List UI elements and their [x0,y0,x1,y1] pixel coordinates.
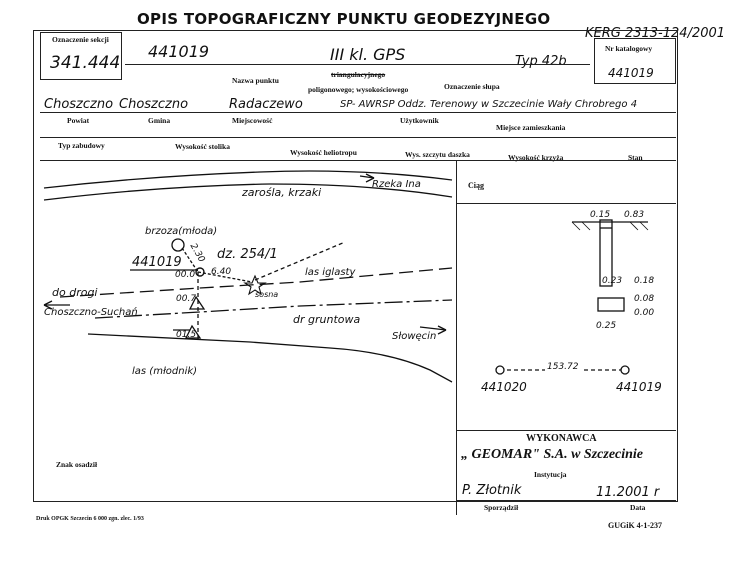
surveyor-name: P. Złotnik [462,483,522,498]
contractor-name: „ GEOMAR" S.A. w Szczecinie [461,447,644,462]
point-name-label: Nazwa punktu [232,76,279,85]
rzeka-text: Rzeka Ina [372,179,421,190]
plot-number: dz. 254/1 [217,247,278,262]
catalog-value: 441019 [608,66,654,80]
ciag-point-right [621,366,629,374]
zamieszkanie-label: Miejsce zamieszkania [496,123,566,132]
ciag-point-1: 441020 [481,380,527,394]
surveyor-label: Sporządził [484,503,519,512]
wys-heliotropu-label: Wysokość heliotropu [290,148,357,157]
ciag-distance: 153.72 [547,362,579,372]
footer-left: Druk OPGK Szczecin 6 000 zgn. zlec. 1/93 [36,516,144,522]
znak-osadzil-label: Znak osadził [56,460,98,469]
ciag-018: 0.18 [634,276,655,286]
gmina-label: Gmina [148,116,171,125]
distance-007: 00.7 [176,294,197,304]
brzoza-text: brzoza(młoda) [145,226,218,237]
ciag-point-2: 441019 [616,380,662,394]
road-lower-edge [95,300,452,318]
form-title: OPIS TOPOGRAFICZNY PUNKTU GEODEZYJNEGO [137,10,551,28]
ciag-008: 0.08 [634,294,655,304]
gmina-value: Choszczno [119,97,189,112]
powiat-value: Choszczno [44,97,114,112]
date-label: Data [630,503,646,512]
las-iglasty-text: las iglasty [305,267,356,278]
powiat-label: Powiat [67,116,90,125]
footer-right: GUGiK 4-1-237 [608,521,662,530]
wys-stolika-label: Wysokość stolika [175,142,230,151]
distance-015: 01.5 [176,330,197,340]
sosna-text: sosna [255,290,279,299]
survey-date: 11.2001 r [596,485,660,500]
point-number: 441019 [148,42,210,61]
typ-zabudowy-label: Typ zabudowy [58,141,105,150]
slowecin-text: Słowęcin [392,331,437,342]
ciag-083: 0.83 [624,210,645,220]
base-plate [598,298,624,311]
brzoza-distance: 2.30 [187,241,207,265]
point-class: III kl. GPS [330,45,406,64]
institution-label: Instytucja [534,470,567,479]
do-drogi-text: do drogi [52,286,98,299]
distance-640: 6.40 [211,267,232,277]
ciag-025: 0.25 [596,321,617,331]
las-mlodnik-text: las (młodnik) [132,366,198,377]
uzytkownik-value: SP- AWRSP Oddz. Terenowy w Szczecinie Wały Chrobrego 4 [340,99,638,110]
ciag-point-left [496,366,504,374]
zarosla-text: zarośla, krzaki [242,186,322,199]
choszczno-suchan-text: Choszczno-Suchań [44,307,138,318]
birch-symbol [172,239,184,251]
ciag-023: 0.23 [602,276,623,286]
wys-krzyza-label: Wysokość krzyża [508,153,564,162]
ciag-015: 0.15 [590,210,611,220]
ciag-label: Ciąg [468,181,484,190]
dr-gruntowa-text: dr gruntowa [293,313,361,326]
miejscowosc-label: Miejscowość [232,116,273,125]
uzytkownik-label: Użytkownik [400,116,439,125]
point-name-option-1: triangulacyjnego [331,70,386,79]
ciag-000: 0.00 [634,308,655,318]
ground-hatch [572,222,648,230]
contractor-label: WYKONAWCA [526,433,597,444]
pillar-label: Oznaczenie słupa [444,82,500,91]
sketch-point-number: 441019 [132,255,182,270]
catalog-label: Nr katalogowy [605,44,653,53]
section-label: Oznaczenie sekcji [52,35,109,44]
section-value: 341.444 [50,53,121,73]
point-name-option-2: poligonowego; wysokościowego [308,85,409,94]
miejscowosc-value: Radaczewo [229,97,303,112]
distance-00: 00.0 [175,270,196,280]
point-type: Typ 42b [515,54,567,69]
document-id: KERG 2313-124/2001 [585,26,726,41]
wys-szczytu-label: Wys. szczytu daszka [405,150,470,159]
stan-label: Stan [628,153,643,162]
